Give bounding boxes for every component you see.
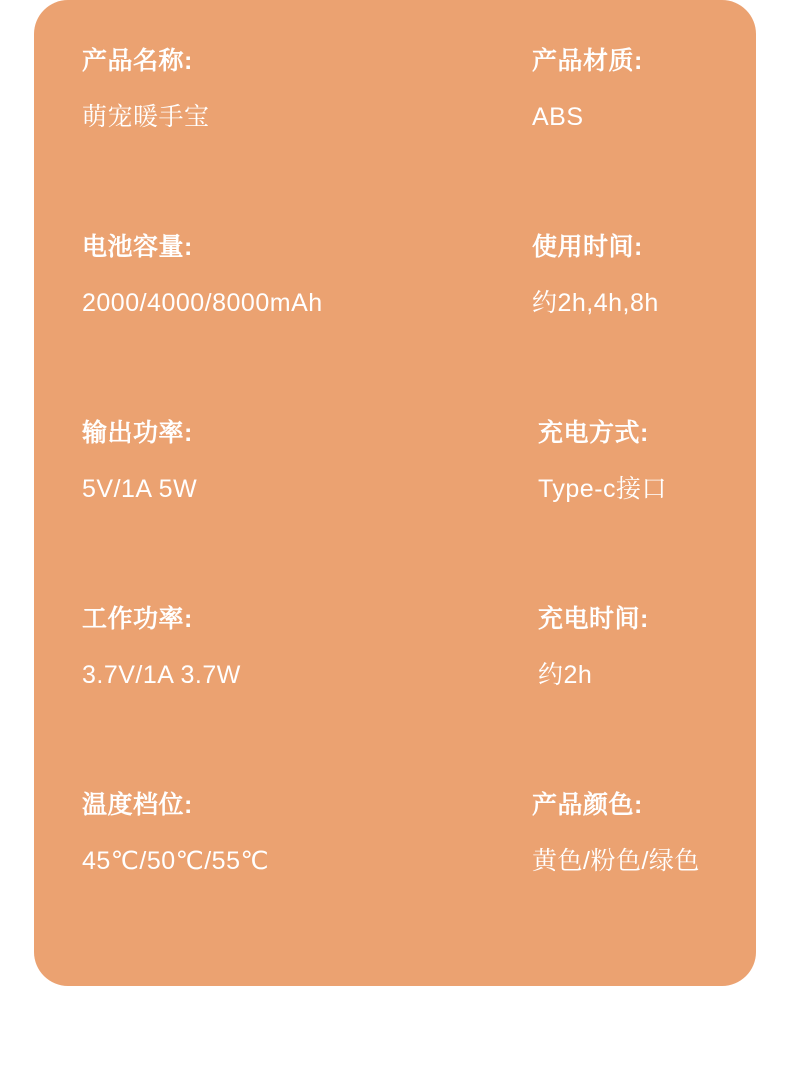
spec-label: 输出功率: xyxy=(82,419,193,447)
spec-label: 产品名称: xyxy=(82,47,193,75)
spec-label: 工作功率: xyxy=(82,605,193,633)
spec-value: 2000/4000/8000mAh xyxy=(82,289,323,317)
spec-label: 电池容量: xyxy=(82,233,193,261)
spec-label: 产品颜色: xyxy=(532,791,643,819)
spec-label: 温度档位: xyxy=(82,791,193,819)
spec-item-battery-capacity xyxy=(82,232,532,418)
spec-value: 黄色/粉色/绿色 xyxy=(532,847,700,875)
spec-item-output-power xyxy=(82,418,532,604)
spec-item-charging-method xyxy=(532,418,716,604)
spec-value: 45℃/50℃/55℃ xyxy=(82,847,270,875)
spec-item-usage-time xyxy=(532,232,716,418)
spec-label: 使用时间: xyxy=(532,233,643,261)
spec-item-product-name xyxy=(82,46,532,232)
spec-value: 约2h,4h,8h xyxy=(532,289,659,317)
spec-value: 约2h xyxy=(538,661,593,689)
spec-label: 充电时间: xyxy=(538,605,649,633)
spec-item-product-color xyxy=(532,790,716,976)
product-spec-card xyxy=(34,0,756,986)
spec-item-temperature-levels xyxy=(82,790,532,976)
spec-item-working-power xyxy=(82,604,532,790)
spec-item-charging-time xyxy=(532,604,716,790)
spec-grid xyxy=(34,0,756,986)
spec-label: 充电方式: xyxy=(538,419,649,447)
spec-value: 5V/1A 5W xyxy=(82,475,198,503)
spec-value: ABS xyxy=(532,103,584,131)
spec-value: 3.7V/1A 3.7W xyxy=(82,661,241,689)
spec-value: 萌宠暖手宝 xyxy=(82,103,210,131)
spec-item-material xyxy=(532,46,716,232)
spec-label: 产品材质: xyxy=(532,47,643,75)
spec-value: Type-c接口 xyxy=(538,475,668,503)
